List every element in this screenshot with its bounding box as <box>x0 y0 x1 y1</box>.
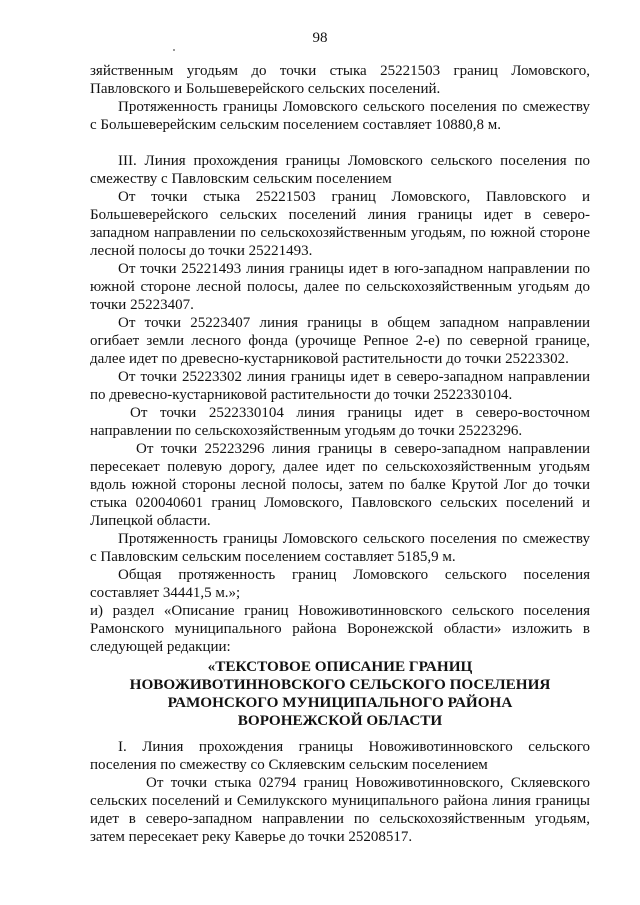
section-title-line: ВОРОНЕЖСКОЙ ОБЛАСТИ <box>237 712 443 729</box>
paragraph-point-2522330104: От точки 2522330104 линия границы идет в северо-восточном направлении по сельскохозяйственным угодьям до точки 25223296. <box>90 405 590 439</box>
paragraph-point-25221503: От точки стыка 25221503 границ Ломовского, Павловского и Большеверейского сельских поселений линия границы идет в северо-западном направлении по сельскохозяйственным угодьям, по южной стороне лесной полосы до точки 25221493. <box>90 189 590 259</box>
paragraph-continuation: зяйственным угодьям до точки стыка 25221503 границ Ломовского, Павловского и Большеверейского сельских поселений. <box>90 63 590 97</box>
section-title-line: «ТЕКСТОВОЕ ОПИСАНИЕ ГРАНИЦ <box>207 658 473 675</box>
paragraph-point-25221493: От точки 25221493 линия границы идет в юго-западном направлении по южной стороне лесной полосы, далее по сельскохозяйственным угодьям до точки 25223407. <box>90 261 590 313</box>
document-body <box>90 62 590 846</box>
paragraph-total-length: Общая протяженность границ Ломовского сельского поселения составляет 34441,5 м.»; <box>90 567 590 601</box>
page-number: 98 <box>312 30 328 46</box>
paragraph-point-25223407: От точки 25223407 линия границы в общем западном направлении огибает земли лесного фонда (урочище Репное 2-е) по северной границе, далее идет по древесно-кустарниковой растительности до точки 25223302. <box>90 315 590 367</box>
section-title-line: РАМОНСКОГО МУНИЦИПАЛЬНОГО РАЙОНА <box>167 694 513 711</box>
paragraph-length-pavlovsk: Протяженность границы Ломовского сельского поселения по смежеству с Павловским сельским поселением составляет 5185,9 м. <box>90 531 590 565</box>
paragraph-point-02794: От точки стыка 02794 границ Новоживотинновского, Скляевского сельских поселений и Семилукского муниципального района линия границы идет в северо-западном направлении по сельскохозяйственным угодьям, затем пересекает реку Каверье до точки 25208517. <box>90 775 590 845</box>
paragraph-length-bolsheverey: Протяженность границы Ломовского сельского поселения по смежеству с Большеверейским сельским поселением составляет 10880,8 м. <box>90 99 590 133</box>
paragraph-point-25223302: От точки 25223302 линия границы идет в северо-западном направлении по древесно-кустарниковой растительности до точки 2522330104. <box>90 369 590 403</box>
paragraph-point-25223296: От точки 25223296 линия границы в северо-западном направлении пересекает полевую дорогу, далее идет по сельскохозяйственным угодьям вдоль южной стороны лесной полосы, затем по балке Крутой Лог до точки стыка 020040601 границ Ломовского, Павловского сельских поселений и Липецкой области. <box>90 441 590 529</box>
scan-dot <box>173 49 175 51</box>
section-heading-iii: III. Линия прохождения границы Ломовского сельского поселения по смежеству с Павловским сельским поселением <box>90 153 590 187</box>
section-title <box>90 658 590 730</box>
paragraph-amendment-i: и) раздел «Описание границ Новоживотинновского сельского поселения Рамонского муниципального района Воронежской области» изложить в следующей редакции: <box>90 603 590 655</box>
section-title-line: НОВОЖИВОТИННОВСКОГО СЕЛЬСКОГО ПОСЕЛЕНИЯ <box>129 676 551 693</box>
section-heading-i: I. Линия прохождения границы Новоживотинновского сельского поселения по смежеству со Скляевским сельским поселением <box>90 739 590 773</box>
